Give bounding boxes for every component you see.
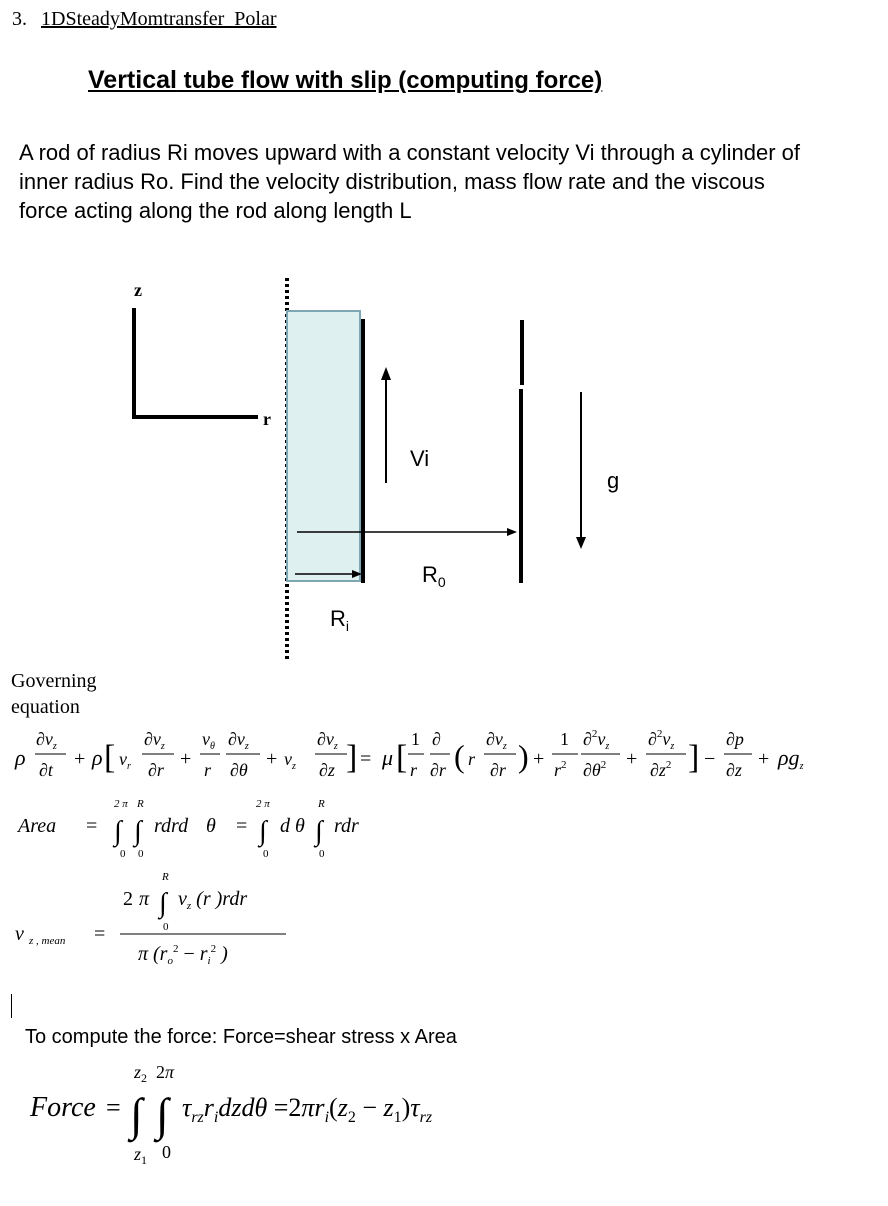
- svg-text:rdr: rdr: [334, 815, 359, 837]
- svg-text:θ: θ: [206, 815, 216, 837]
- g-label: g: [607, 468, 620, 493]
- svg-text:∂z: ∂z: [726, 760, 742, 780]
- svg-text:+: +: [74, 748, 86, 770]
- svg-text:ρ: ρ: [15, 745, 26, 770]
- svg-text:0: 0: [138, 848, 144, 860]
- svg-text:π: π: [139, 888, 150, 910]
- svg-text:[: [: [104, 739, 116, 776]
- svg-text:∫: ∫: [114, 816, 122, 847]
- svg-text:ρ: ρ: [92, 745, 103, 770]
- svg-text:0: 0: [162, 1142, 171, 1162]
- svg-text:[: [: [396, 739, 408, 776]
- svg-text:2 π: 2 π: [114, 798, 128, 810]
- svg-text:v: v: [15, 923, 24, 945]
- svg-text:R: R: [162, 871, 169, 883]
- svg-text:0: 0: [319, 848, 325, 860]
- momentum-equation: [14, 728, 804, 780]
- svg-text:R: R: [137, 798, 144, 810]
- svg-text:r: r: [410, 760, 418, 780]
- svg-text:z1: $z_1$: [134, 1144, 148, 1167]
- svg-text:∂vz: $\partial v_z$: [486, 729, 507, 752]
- coordinate-axes: [132, 308, 258, 419]
- svg-text:+: +: [180, 748, 192, 770]
- svg-text:∂θ2: $\partial\theta^2$: [583, 759, 607, 780]
- svg-text:]: ]: [346, 739, 358, 776]
- svg-text:2π: 2π: [156, 1062, 175, 1082]
- force-description: To compute the force: Force=shear stress x Area: [25, 1026, 457, 1048]
- svg-text:∂r: ∂r: [430, 760, 446, 780]
- svg-text:−: −: [704, 748, 716, 770]
- svg-text:∂r: ∂r: [148, 760, 164, 780]
- section-link[interactable]: 1DSteadyMomtransfer_Polar: [41, 8, 277, 30]
- svg-text:rdrd: rdrd: [154, 815, 189, 837]
- svg-text:∫: ∫: [315, 816, 323, 847]
- svg-text:∂vz: $\partial v_z$: [144, 729, 165, 752]
- svg-text:+: +: [758, 748, 770, 770]
- svg-text:=: =: [106, 1093, 121, 1122]
- section-number: 3.: [12, 8, 27, 30]
- svg-text:∂2vz: $\partial^2v_z$: [648, 728, 675, 752]
- mean-velocity-equation: [15, 871, 286, 967]
- tube-flow-figure: [120, 272, 620, 669]
- svg-text:r2: $r^2$: [554, 759, 567, 780]
- svg-text:∂vz: $\partial v_z$: [317, 729, 338, 752]
- svg-text:z2: $z_2$: [134, 1062, 148, 1085]
- svg-text:d θ: d θ: [280, 815, 305, 837]
- svg-text:]: ]: [688, 739, 700, 776]
- svg-text:r: r: [468, 749, 476, 769]
- svg-text:vz (r )rdr: $v_z$ (r )rdr: [178, 888, 248, 912]
- svg-text:∂z: ∂z: [319, 760, 335, 780]
- svg-text:μ: μ: [382, 745, 394, 770]
- svg-text:∫: ∫: [159, 888, 167, 919]
- section-heading: [12, 8, 277, 31]
- svg-text:=: =: [360, 748, 372, 770]
- svg-text:0: 0: [263, 848, 269, 860]
- svg-text:τrzridzdθ =2πri(z2 − z1)τrz: $\tau_{rz}r_idzd\theta =2\pi r_i(z_2 - z_1)\tau_{rz}$: [182, 1093, 433, 1126]
- svg-text:2 π: 2 π: [256, 798, 270, 810]
- svg-text:r: r: [204, 760, 212, 780]
- svg-text:π (ro2 − ri2 ): π ($r_o^2 - r_i^2$ ): [138, 943, 228, 967]
- svg-text:=: =: [94, 923, 106, 945]
- svg-text:1: 1: [411, 729, 420, 749]
- ri-label: [330, 606, 349, 634]
- svg-text:1: 1: [560, 729, 569, 749]
- svg-text:∂t: ∂t: [39, 760, 53, 780]
- svg-text:vθ: $v_\theta$: [202, 729, 215, 752]
- outer-wall: [521, 320, 522, 583]
- rod: [287, 311, 360, 581]
- svg-text:=: =: [236, 815, 248, 837]
- svg-text:∂r: ∂r: [490, 760, 506, 780]
- velocity-arrow: [381, 367, 391, 483]
- svg-text:(: (: [454, 738, 465, 774]
- svg-text:∫: ∫: [156, 1089, 169, 1140]
- svg-text:+: +: [533, 748, 545, 770]
- svg-text:R: R: [318, 798, 325, 810]
- svg-text:Area: Area: [18, 815, 57, 837]
- r0-label-base: R: [422, 562, 438, 587]
- svg-text:Force: Force: [30, 1092, 96, 1123]
- ri-label-sub: i: [345, 618, 350, 634]
- slide-title: [88, 66, 602, 95]
- axis-r-label: r: [263, 409, 271, 429]
- svg-text:=: =: [86, 815, 98, 837]
- svg-text:∂2vz: $\partial^2v_z$: [583, 728, 610, 752]
- svg-text:∂θ: ∂θ: [230, 760, 248, 780]
- text-cursor: [11, 994, 12, 1018]
- gravity-arrow: [576, 392, 586, 549]
- svg-text:ρgz: ρgz: [778, 745, 804, 772]
- svg-text:∂p: ∂p: [726, 729, 744, 749]
- svg-text:∫: ∫: [130, 1089, 143, 1140]
- svg-text:vr: $v_r$: [119, 749, 131, 772]
- svg-text:): ): [518, 738, 529, 774]
- svg-text:∂: ∂: [432, 729, 441, 749]
- svg-text:z , mean: z , mean: [29, 935, 66, 947]
- svg-text:∫: ∫: [259, 816, 267, 847]
- svg-text:∂z2: $\partial z^2$: [650, 759, 672, 780]
- ri-label-base: R: [330, 606, 346, 631]
- slide-title-first-word: Vertical: [88, 66, 177, 94]
- svg-text:2: 2: [123, 888, 133, 910]
- svg-text:+: +: [266, 748, 278, 770]
- r0-label-sub: 0: [437, 574, 446, 590]
- svg-text:0: 0: [120, 848, 126, 860]
- equations: [0, 720, 888, 985]
- svg-text:0: 0: [163, 921, 169, 933]
- force-equation: [20, 1058, 540, 1173]
- svg-text:∂vz: $\partial v_z$: [36, 729, 57, 752]
- slide-title-rest: tube flow with slip (computing force): [176, 67, 603, 94]
- svg-text:+: +: [626, 748, 638, 770]
- vi-label: Vi: [410, 446, 430, 471]
- governing-equation-label: Governing equation: [11, 670, 97, 718]
- axis-z-label: z: [134, 280, 142, 300]
- svg-text:∂vz: $\partial v_z$: [228, 729, 249, 752]
- svg-text:∫: ∫: [134, 816, 142, 847]
- svg-text:vz: $v_z$: [284, 749, 296, 772]
- problem-statement: A rod of radius Ri moves upward with a constant velocity Vi through a cylinder of inner radius Ro. Find the velocity distribution, mass flow rate and the viscous force acting along the rod along length L: [19, 140, 800, 223]
- area-equation: [16, 798, 359, 860]
- r0-label: [422, 562, 446, 590]
